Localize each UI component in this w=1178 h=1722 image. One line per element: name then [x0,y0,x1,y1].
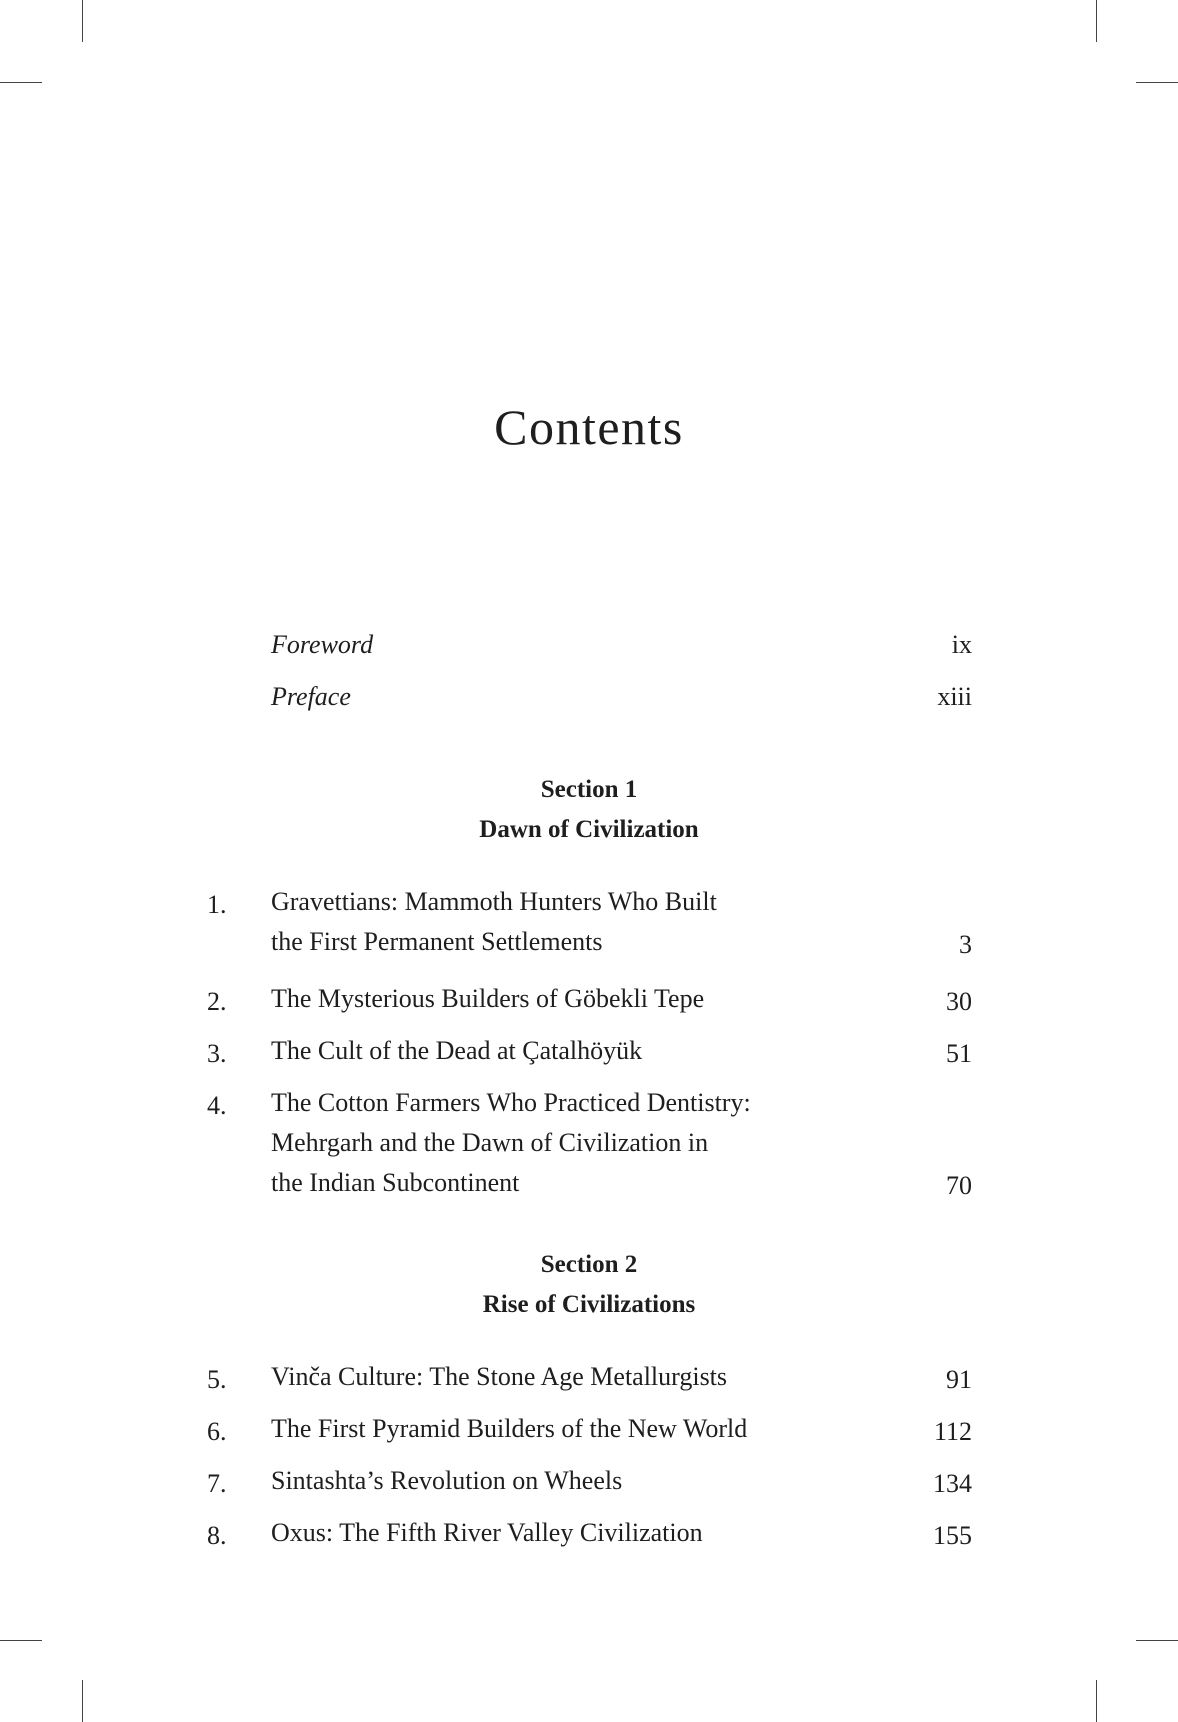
section-label: Section 1 [540,776,638,803]
chapter-number: 3. [207,1039,227,1068]
crop-mark [1096,1680,1097,1722]
chapter-number: 1. [207,890,227,919]
toc-page-number: 30 [946,987,972,1016]
toc-entry-title: Foreword [271,630,374,659]
chapter-number: 7. [207,1469,227,1498]
chapter-number: 5. [207,1365,227,1394]
crop-mark [82,0,83,42]
chapter-title-line: Gravettians: Mammoth Hunters Who Built [271,887,717,916]
chapter-title [271,1357,871,1397]
toc-page-number: 70 [946,1171,972,1200]
chapter-title-line: The First Pyramid Builders of the New World [271,1414,748,1443]
toc-page-number: 3 [959,930,972,959]
crop-mark [1136,1640,1178,1641]
toc-page-number: 155 [933,1521,972,1550]
page-title: Contents [494,399,684,455]
toc-page-number: 134 [933,1469,972,1498]
chapter-title-line: the First Permanent Settlements [271,927,603,956]
chapter-number: 6. [207,1417,227,1446]
chapter-title-line: The Cult of the Dead at Çatalhöyük [271,1036,643,1065]
crop-mark [0,82,42,83]
chapter-title [271,1461,871,1501]
toc-page-number: 112 [933,1417,972,1446]
chapter-title [271,1031,871,1071]
chapter-number: 2. [207,987,227,1016]
toc-entry-title: Preface [271,682,351,711]
section-name: Rise of Civilizations [482,1291,696,1318]
chapter-title [271,1409,871,1449]
toc-page-number: xiii [937,682,972,711]
chapter-title-line: the Indian Subcontinent [271,1168,520,1197]
chapter-title-line: Oxus: The Fifth River Valley Civilization [271,1518,703,1547]
section-name: Dawn of Civilization [479,816,699,843]
toc-page-number: 51 [946,1039,972,1068]
crop-mark [0,1640,42,1641]
chapter-title [271,882,871,962]
toc-page-number: 91 [946,1365,972,1394]
crop-mark [82,1680,83,1722]
toc-page-number: ix [951,630,972,659]
chapter-title-line: Vinča Culture: The Stone Age Metallurgists [271,1362,728,1391]
chapter-title [271,979,871,1019]
section-label: Section 2 [540,1251,638,1278]
chapter-title-line: The Cotton Farmers Who Practiced Dentistry: [271,1088,751,1117]
chapter-number: 8. [207,1521,227,1550]
chapter-title [271,1513,871,1553]
chapter-title-line: Mehrgarh and the Dawn of Civilization in [271,1128,709,1157]
chapter-title [271,1083,911,1203]
chapter-title-line: The Mysterious Builders of Göbekli Tepe [271,984,705,1013]
crop-mark [1096,0,1097,42]
chapter-number: 4. [207,1091,227,1120]
crop-mark [1136,82,1178,83]
chapter-title-line: Sintashta’s Revolution on Wheels [271,1466,623,1495]
